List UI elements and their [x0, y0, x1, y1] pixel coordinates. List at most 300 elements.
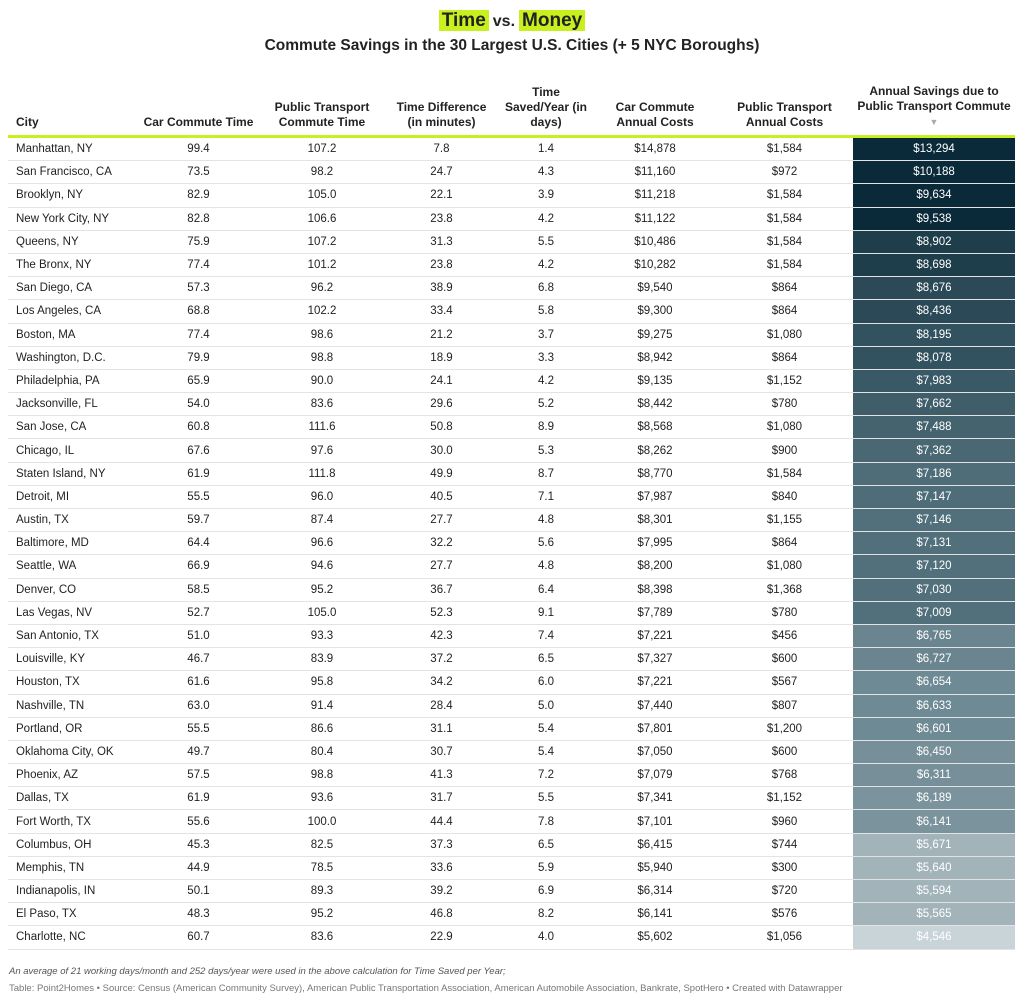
time-saved-cell: 5.4 — [498, 740, 594, 763]
car-time-cell: 55.5 — [138, 717, 259, 740]
transit-time-cell: 105.0 — [259, 184, 385, 207]
car-time-cell: 73.5 — [138, 161, 259, 184]
transit-cost-cell: $1,152 — [716, 787, 853, 810]
transit-cost-cell: $300 — [716, 856, 853, 879]
savings-cell: $8,078 — [853, 346, 1015, 369]
city-cell: Charlotte, NC — [8, 926, 138, 949]
transit-time-cell: 102.2 — [259, 300, 385, 323]
time-diff-cell: 52.3 — [385, 601, 498, 624]
savings-cell: $6,765 — [853, 624, 1015, 647]
transit-time-cell: 100.0 — [259, 810, 385, 833]
savings-cell: $5,565 — [853, 903, 1015, 926]
city-cell: Staten Island, NY — [8, 462, 138, 485]
time-saved-cell: 9.1 — [498, 601, 594, 624]
car-cost-cell: $8,398 — [594, 578, 716, 601]
transit-cost-cell: $1,584 — [716, 207, 853, 230]
car-time-cell: 63.0 — [138, 694, 259, 717]
transit-cost-cell: $1,584 — [716, 184, 853, 207]
city-cell: The Bronx, NY — [8, 253, 138, 276]
city-cell: Brooklyn, NY — [8, 184, 138, 207]
car-time-cell: 75.9 — [138, 230, 259, 253]
car-time-cell: 57.3 — [138, 277, 259, 300]
car-time-cell: 49.7 — [138, 740, 259, 763]
car-cost-cell: $9,540 — [594, 277, 716, 300]
transit-time-cell: 98.8 — [259, 346, 385, 369]
time-saved-cell: 8.9 — [498, 416, 594, 439]
time-diff-cell: 31.1 — [385, 717, 498, 740]
transit-time-cell: 95.8 — [259, 671, 385, 694]
car-cost-cell: $8,301 — [594, 509, 716, 532]
transit-cost-cell: $807 — [716, 694, 853, 717]
city-cell: Jacksonville, FL — [8, 393, 138, 416]
savings-cell: $8,436 — [853, 300, 1015, 323]
table-row — [8, 833, 1015, 856]
city-cell: Oklahoma City, OK — [8, 740, 138, 763]
car-cost-cell: $6,141 — [594, 903, 716, 926]
savings-cell: $6,654 — [853, 671, 1015, 694]
time-diff-cell: 37.3 — [385, 833, 498, 856]
table-row — [8, 369, 1015, 392]
time-saved-cell: 6.8 — [498, 277, 594, 300]
car-cost-cell: $7,440 — [594, 694, 716, 717]
time-saved-cell: 5.3 — [498, 439, 594, 462]
savings-cell: $8,676 — [853, 277, 1015, 300]
time-diff-cell: 27.7 — [385, 555, 498, 578]
time-diff-cell: 42.3 — [385, 624, 498, 647]
header-car-time[interactable]: Car Commute Time — [138, 80, 259, 137]
car-cost-cell: $8,942 — [594, 346, 716, 369]
time-diff-cell: 22.9 — [385, 926, 498, 949]
car-time-cell: 61.9 — [138, 787, 259, 810]
transit-time-cell: 111.6 — [259, 416, 385, 439]
savings-cell: $7,120 — [853, 555, 1015, 578]
transit-cost-cell: $900 — [716, 439, 853, 462]
time-diff-cell: 39.2 — [385, 880, 498, 903]
car-time-cell: 51.0 — [138, 624, 259, 647]
time-diff-cell: 49.9 — [385, 462, 498, 485]
table-row — [8, 717, 1015, 740]
savings-cell: $8,902 — [853, 230, 1015, 253]
transit-time-cell: 98.8 — [259, 764, 385, 787]
transit-time-cell: 106.6 — [259, 207, 385, 230]
car-time-cell: 66.9 — [138, 555, 259, 578]
car-time-cell: 77.4 — [138, 323, 259, 346]
transit-cost-cell: $768 — [716, 764, 853, 787]
time-saved-cell: 4.2 — [498, 253, 594, 276]
car-time-cell: 60.8 — [138, 416, 259, 439]
city-cell: Baltimore, MD — [8, 532, 138, 555]
table-row — [8, 393, 1015, 416]
transit-cost-cell: $1,584 — [716, 137, 853, 161]
transit-time-cell: 98.6 — [259, 323, 385, 346]
car-time-cell: 45.3 — [138, 833, 259, 856]
transit-time-cell: 101.2 — [259, 253, 385, 276]
transit-cost-cell: $1,584 — [716, 462, 853, 485]
city-cell: San Francisco, CA — [8, 161, 138, 184]
time-diff-cell: 36.7 — [385, 578, 498, 601]
car-time-cell: 82.8 — [138, 207, 259, 230]
transit-cost-cell: $1,155 — [716, 509, 853, 532]
transit-time-cell: 86.6 — [259, 717, 385, 740]
transit-time-cell: 111.8 — [259, 462, 385, 485]
savings-cell: $9,538 — [853, 207, 1015, 230]
time-saved-cell: 7.8 — [498, 810, 594, 833]
time-diff-cell: 37.2 — [385, 648, 498, 671]
transit-time-cell: 105.0 — [259, 601, 385, 624]
transit-time-cell: 83.9 — [259, 648, 385, 671]
transit-cost-cell: $1,080 — [716, 416, 853, 439]
time-saved-cell: 6.0 — [498, 671, 594, 694]
car-cost-cell: $10,486 — [594, 230, 716, 253]
table-row — [8, 277, 1015, 300]
savings-cell: $7,009 — [853, 601, 1015, 624]
city-cell: San Antonio, TX — [8, 624, 138, 647]
car-cost-cell: $7,987 — [594, 485, 716, 508]
car-time-cell: 79.9 — [138, 346, 259, 369]
savings-cell: $8,698 — [853, 253, 1015, 276]
city-cell: San Diego, CA — [8, 277, 138, 300]
chart-title — [0, 9, 1024, 34]
transit-cost-cell: $864 — [716, 277, 853, 300]
transit-time-cell: 82.5 — [259, 833, 385, 856]
car-cost-cell: $11,218 — [594, 184, 716, 207]
car-cost-cell: $10,282 — [594, 253, 716, 276]
transit-cost-cell: $600 — [716, 648, 853, 671]
table-row — [8, 532, 1015, 555]
car-cost-cell: $7,789 — [594, 601, 716, 624]
transit-time-cell: 89.3 — [259, 880, 385, 903]
time-saved-cell: 1.4 — [498, 137, 594, 161]
car-time-cell: 46.7 — [138, 648, 259, 671]
transit-cost-cell: $972 — [716, 161, 853, 184]
car-cost-cell: $11,160 — [594, 161, 716, 184]
header-time-diff[interactable]: Time Difference (in minutes) — [385, 80, 498, 137]
time-diff-cell: 46.8 — [385, 903, 498, 926]
car-cost-cell: $8,568 — [594, 416, 716, 439]
city-cell: Portland, OR — [8, 717, 138, 740]
car-cost-cell: $14,878 — [594, 137, 716, 161]
table-row — [8, 253, 1015, 276]
time-diff-cell: 40.5 — [385, 485, 498, 508]
table-row — [8, 903, 1015, 926]
time-diff-cell: 34.2 — [385, 671, 498, 694]
car-time-cell: 61.9 — [138, 462, 259, 485]
city-cell: Louisville, KY — [8, 648, 138, 671]
transit-time-cell: 91.4 — [259, 694, 385, 717]
footnote: An average of 21 working days/month and 252 days/year were used in the above calculation for Time Saved per Year; — [9, 966, 506, 977]
car-time-cell: 77.4 — [138, 253, 259, 276]
table-row — [8, 694, 1015, 717]
chart-subtitle: Commute Savings in the 30 Largest U.S. Cities (+ 5 NYC Boroughs) — [264, 37, 760, 54]
table-row — [8, 880, 1015, 903]
savings-cell: $7,983 — [853, 369, 1015, 392]
table-row — [8, 555, 1015, 578]
transit-time-cell: 80.4 — [259, 740, 385, 763]
time-saved-cell: 4.8 — [498, 509, 594, 532]
car-cost-cell: $8,262 — [594, 439, 716, 462]
city-cell: New York City, NY — [8, 207, 138, 230]
car-time-cell: 48.3 — [138, 903, 259, 926]
title-time: Time — [439, 10, 489, 31]
transit-cost-cell: $864 — [716, 300, 853, 323]
car-time-cell: 64.4 — [138, 532, 259, 555]
city-cell: Austin, TX — [8, 509, 138, 532]
car-time-cell: 55.6 — [138, 810, 259, 833]
source-line: Table: Point2Homes • Source: Census (American Community Survey), American Public Transportation Association, American Automobile Association, Bankrate, SpotHero • Created with Datawrapper — [9, 983, 843, 994]
transit-cost-cell: $1,584 — [716, 230, 853, 253]
time-diff-cell: 24.1 — [385, 369, 498, 392]
title-vs: vs. — [492, 13, 516, 30]
car-cost-cell: $7,327 — [594, 648, 716, 671]
transit-time-cell: 83.6 — [259, 393, 385, 416]
time-saved-cell: 3.9 — [498, 184, 594, 207]
savings-cell: $7,662 — [853, 393, 1015, 416]
time-diff-cell: 30.0 — [385, 439, 498, 462]
table-row — [8, 810, 1015, 833]
time-diff-cell: 23.8 — [385, 253, 498, 276]
car-time-cell: 59.7 — [138, 509, 259, 532]
savings-cell: $6,141 — [853, 810, 1015, 833]
car-time-cell: 82.9 — [138, 184, 259, 207]
time-saved-cell: 4.2 — [498, 207, 594, 230]
car-cost-cell: $8,770 — [594, 462, 716, 485]
transit-time-cell: 95.2 — [259, 578, 385, 601]
transit-cost-cell: $1,056 — [716, 926, 853, 949]
time-diff-cell: 23.8 — [385, 207, 498, 230]
savings-cell: $5,594 — [853, 880, 1015, 903]
city-cell: Washington, D.C. — [8, 346, 138, 369]
city-cell: Memphis, TN — [8, 856, 138, 879]
savings-cell: $5,640 — [853, 856, 1015, 879]
city-cell: San Jose, CA — [8, 416, 138, 439]
car-cost-cell: $7,221 — [594, 624, 716, 647]
transit-time-cell: 95.2 — [259, 903, 385, 926]
transit-time-cell: 107.2 — [259, 137, 385, 161]
car-time-cell: 60.7 — [138, 926, 259, 949]
table-row — [8, 856, 1015, 879]
transit-cost-cell: $1,080 — [716, 555, 853, 578]
time-saved-cell: 6.9 — [498, 880, 594, 903]
transit-cost-cell: $864 — [716, 346, 853, 369]
car-cost-cell: $5,940 — [594, 856, 716, 879]
transit-cost-cell: $567 — [716, 671, 853, 694]
time-diff-cell: 31.7 — [385, 787, 498, 810]
table-row — [8, 323, 1015, 346]
city-cell: Columbus, OH — [8, 833, 138, 856]
transit-time-cell: 98.2 — [259, 161, 385, 184]
header-row — [8, 80, 1015, 137]
car-cost-cell: $6,314 — [594, 880, 716, 903]
header-time-saved[interactable]: Time Saved/Year (in days) — [498, 80, 594, 137]
transit-cost-cell: $960 — [716, 810, 853, 833]
header-car-cost[interactable]: Car Commute Annual Costs — [594, 80, 716, 137]
header-savings-label: Annual Savings due to Public Transport Commute — [857, 84, 1011, 113]
header-transit-cost[interactable]: Public Transport Annual Costs — [716, 80, 853, 137]
time-diff-cell: 30.7 — [385, 740, 498, 763]
car-cost-cell: $6,415 — [594, 833, 716, 856]
transit-cost-cell: $1,584 — [716, 253, 853, 276]
city-cell: Fort Worth, TX — [8, 810, 138, 833]
header-city[interactable]: City — [8, 80, 138, 137]
time-diff-cell: 21.2 — [385, 323, 498, 346]
time-saved-cell: 5.6 — [498, 532, 594, 555]
time-diff-cell: 28.4 — [385, 694, 498, 717]
table-row — [8, 161, 1015, 184]
transit-time-cell: 78.5 — [259, 856, 385, 879]
time-diff-cell: 22.1 — [385, 184, 498, 207]
time-saved-cell: 4.0 — [498, 926, 594, 949]
table-body — [8, 137, 1015, 950]
time-saved-cell: 5.9 — [498, 856, 594, 879]
car-cost-cell: $9,275 — [594, 323, 716, 346]
car-cost-cell: $7,801 — [594, 717, 716, 740]
transit-cost-cell: $1,368 — [716, 578, 853, 601]
city-cell: Nashville, TN — [8, 694, 138, 717]
time-saved-cell: 5.4 — [498, 717, 594, 740]
time-saved-cell: 5.5 — [498, 230, 594, 253]
table-row — [8, 578, 1015, 601]
savings-cell: $7,030 — [853, 578, 1015, 601]
time-saved-cell: 8.2 — [498, 903, 594, 926]
savings-cell: $7,131 — [853, 532, 1015, 555]
transit-time-cell: 96.6 — [259, 532, 385, 555]
transit-time-cell: 107.2 — [259, 230, 385, 253]
table-row — [8, 787, 1015, 810]
transit-time-cell: 93.3 — [259, 624, 385, 647]
time-saved-cell: 7.1 — [498, 485, 594, 508]
transit-cost-cell: $780 — [716, 601, 853, 624]
city-cell: Denver, CO — [8, 578, 138, 601]
car-time-cell: 61.6 — [138, 671, 259, 694]
header-transit-time[interactable]: Public Transport Commute Time — [259, 80, 385, 137]
time-saved-cell: 3.3 — [498, 346, 594, 369]
car-time-cell: 65.9 — [138, 369, 259, 392]
time-saved-cell: 5.8 — [498, 300, 594, 323]
car-cost-cell: $7,341 — [594, 787, 716, 810]
time-diff-cell: 50.8 — [385, 416, 498, 439]
time-diff-cell: 29.6 — [385, 393, 498, 416]
time-diff-cell: 31.3 — [385, 230, 498, 253]
city-cell: Phoenix, AZ — [8, 764, 138, 787]
city-cell: Chicago, IL — [8, 439, 138, 462]
car-time-cell: 44.9 — [138, 856, 259, 879]
savings-cell: $6,727 — [853, 648, 1015, 671]
car-cost-cell: $9,300 — [594, 300, 716, 323]
time-saved-cell: 6.5 — [498, 648, 594, 671]
header-savings[interactable] — [853, 80, 1015, 137]
car-cost-cell: $9,135 — [594, 369, 716, 392]
savings-cell: $7,488 — [853, 416, 1015, 439]
city-cell: Queens, NY — [8, 230, 138, 253]
time-diff-cell: 33.4 — [385, 300, 498, 323]
car-time-cell: 57.5 — [138, 764, 259, 787]
time-saved-cell: 4.8 — [498, 555, 594, 578]
time-diff-cell: 32.2 — [385, 532, 498, 555]
transit-time-cell: 93.6 — [259, 787, 385, 810]
car-time-cell: 68.8 — [138, 300, 259, 323]
transit-time-cell: 87.4 — [259, 509, 385, 532]
table-row — [8, 601, 1015, 624]
city-cell: Detroit, MI — [8, 485, 138, 508]
table-row — [8, 509, 1015, 532]
car-cost-cell: $7,101 — [594, 810, 716, 833]
savings-cell: $7,147 — [853, 485, 1015, 508]
car-time-cell: 55.5 — [138, 485, 259, 508]
savings-cell: $5,671 — [853, 833, 1015, 856]
time-saved-cell: 4.2 — [498, 369, 594, 392]
city-cell: Los Angeles, CA — [8, 300, 138, 323]
table-row — [8, 184, 1015, 207]
table-row — [8, 648, 1015, 671]
car-cost-cell: $5,602 — [594, 926, 716, 949]
time-saved-cell: 5.2 — [498, 393, 594, 416]
time-saved-cell: 3.7 — [498, 323, 594, 346]
car-time-cell: 99.4 — [138, 137, 259, 161]
table-row — [8, 230, 1015, 253]
car-cost-cell: $7,079 — [594, 764, 716, 787]
transit-cost-cell: $744 — [716, 833, 853, 856]
transit-cost-cell: $1,080 — [716, 323, 853, 346]
table-row — [8, 764, 1015, 787]
time-diff-cell: 38.9 — [385, 277, 498, 300]
transit-cost-cell: $576 — [716, 903, 853, 926]
savings-cell: $7,362 — [853, 439, 1015, 462]
transit-time-cell: 96.0 — [259, 485, 385, 508]
car-cost-cell: $11,122 — [594, 207, 716, 230]
car-time-cell: 54.0 — [138, 393, 259, 416]
table-row — [8, 926, 1015, 949]
car-time-cell: 67.6 — [138, 439, 259, 462]
time-diff-cell: 24.7 — [385, 161, 498, 184]
transit-cost-cell: $840 — [716, 485, 853, 508]
transit-time-cell: 94.6 — [259, 555, 385, 578]
time-saved-cell: 4.3 — [498, 161, 594, 184]
transit-cost-cell: $1,152 — [716, 369, 853, 392]
car-cost-cell: $7,221 — [594, 671, 716, 694]
city-cell: Houston, TX — [8, 671, 138, 694]
table-row — [8, 624, 1015, 647]
car-cost-cell: $7,050 — [594, 740, 716, 763]
time-saved-cell: 5.0 — [498, 694, 594, 717]
table-row — [8, 485, 1015, 508]
transit-time-cell: 97.6 — [259, 439, 385, 462]
car-cost-cell: $7,995 — [594, 532, 716, 555]
time-saved-cell: 6.4 — [498, 578, 594, 601]
transit-cost-cell: $864 — [716, 532, 853, 555]
table-row — [8, 439, 1015, 462]
savings-cell: $6,633 — [853, 694, 1015, 717]
time-saved-cell: 6.5 — [498, 833, 594, 856]
table-row — [8, 346, 1015, 369]
time-saved-cell: 8.7 — [498, 462, 594, 485]
city-cell: Manhattan, NY — [8, 137, 138, 161]
savings-cell: $7,146 — [853, 509, 1015, 532]
car-time-cell: 50.1 — [138, 880, 259, 903]
table-row — [8, 462, 1015, 485]
transit-cost-cell: $600 — [716, 740, 853, 763]
transit-time-cell: 83.6 — [259, 926, 385, 949]
savings-cell: $6,450 — [853, 740, 1015, 763]
car-cost-cell: $8,200 — [594, 555, 716, 578]
savings-cell: $9,634 — [853, 184, 1015, 207]
savings-cell: $7,186 — [853, 462, 1015, 485]
time-diff-cell: 27.7 — [385, 509, 498, 532]
city-cell: Dallas, TX — [8, 787, 138, 810]
time-saved-cell: 7.4 — [498, 624, 594, 647]
time-diff-cell: 33.6 — [385, 856, 498, 879]
transit-cost-cell: $1,200 — [716, 717, 853, 740]
table-row — [8, 740, 1015, 763]
